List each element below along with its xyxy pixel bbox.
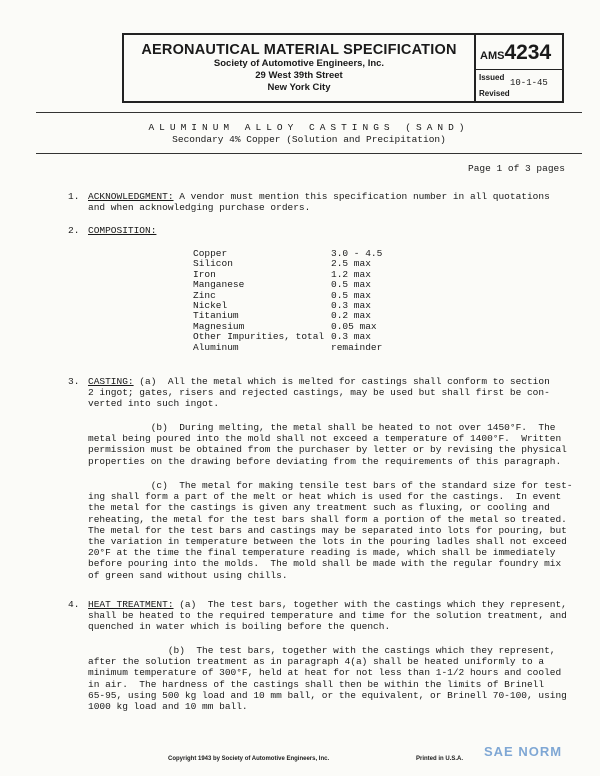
element-name: Zinc	[193, 289, 216, 301]
issued-date: 10-1-45	[510, 78, 548, 88]
spec-id-block	[476, 35, 562, 101]
section-body	[88, 191, 568, 213]
element-name: Magnesium	[193, 320, 245, 332]
page-number: Page 1 of 3 pages	[468, 163, 565, 174]
watermark-logo: SAE NORM	[484, 744, 563, 759]
issued-label: Issued	[479, 73, 505, 82]
section-number: 2.	[68, 225, 80, 236]
element-value: 0.5 max	[331, 279, 371, 291]
composition-table	[193, 249, 382, 353]
section-text: A vendor must mention this specification number in all quotations and when acknowledging purchase orders.	[88, 191, 550, 214]
element-name: Other Impurities, total	[193, 331, 325, 343]
header-org-block	[124, 35, 476, 101]
org-address: 29 West 39th Street	[255, 70, 343, 81]
document-subtitle: Secondary 4% Copper (Solution and Precipitation)	[172, 134, 446, 145]
element-value: 0.05 max	[331, 320, 377, 332]
section-body	[88, 376, 568, 410]
element-name: Manganese	[193, 279, 245, 291]
paragraph-a: (a) All the metal which is melted for castings shall conform to section 2 ingot; gates, risers and rejected castings, may be used but shall first be con- verted into such ingot.	[88, 376, 550, 410]
ams-number: 4234	[504, 41, 552, 64]
element-value: 0.3 max	[331, 300, 371, 312]
element-name: Nickel	[193, 300, 228, 312]
section-body	[88, 225, 568, 236]
paragraph-4b: (b) The test bars, together with the castings which they represent, after the solution treatment as in paragraph 4(a) shall be heated uniformly to a minimum temperature of 300°F, held at heat for not less than 1-1/2 hours and cooled in air. The hardness of the castings shall then be within the limits of Brinell 65-95, using 500 kg load and 10 mm ball, or the equivalent, or Brinell 70-100, using 1000 kg load and 10 mm ball.	[88, 645, 567, 713]
element-name: Iron	[193, 268, 216, 280]
element-name: Titanium	[193, 310, 239, 322]
element-value: 2.5 max	[331, 258, 371, 270]
document-title: ALUMINUM ALLOY CASTINGS (SAND)	[148, 122, 470, 133]
element-name: Copper	[193, 248, 228, 259]
paragraph-3c: (c) The metal for making tensile test bars of the standard size for test- ing shall form a part of the melt or heat which is used for the castings. In event the metal for the castings is given any treatment such as fluxing, or cooling and reheating, the metal for the test bars shall form a portion of the metal so treated. The metal for the test bars and castings may be separated into lots for pouring, but the variation in temperature between the lots in the pouring ladles shall not exceed 20°F at the time the final temperature reading is made, which shall be immediately before pouring into the molds. The mold shall be made with the regular foundry mix of green sand without using chills.	[88, 480, 573, 581]
section-heading: COMPOSITION:	[88, 225, 157, 236]
section-number: 3.	[68, 376, 80, 387]
element-value: 3.0 - 4.5	[331, 248, 383, 259]
spec-title: AERONAUTICAL MATERIAL SPECIFICATION	[141, 42, 457, 58]
ams-number-row	[480, 41, 562, 65]
paragraph-a: (a) The test bars, together with the castings which they represent, shall be heated to the required temperature and time for the solution treatment, and quenched in water which is boiling before the quench.	[88, 599, 567, 633]
element-name: Silicon	[193, 258, 233, 270]
section-number: 1.	[68, 191, 80, 202]
printed-notice: Printed in U.S.A.	[416, 756, 464, 762]
header-box	[122, 33, 564, 103]
paragraph-3b: (b) During melting, the metal shall be heated to not over 1450°F. The metal being poured into the mold shall not exceed a temperature of 1400°F. Written permission must be obtained from the purchaser by letter or by revising the physical properties on the drawing before deviating from the requirements of this paragraph.	[88, 422, 567, 467]
org-city: New York City	[267, 82, 331, 93]
section-body	[88, 599, 588, 633]
element-name: Aluminum	[193, 341, 239, 353]
copyright-notice: Copyright 1943 by Society of Automotive Engineers, Inc.	[168, 756, 330, 762]
section-heading: ACKNOWLEDGMENT:	[88, 191, 174, 202]
ams-prefix: AMS	[480, 50, 505, 62]
element-value: 1.2 max	[331, 268, 371, 280]
section-heading: CASTING:	[88, 376, 134, 387]
element-value: 0.2 max	[331, 310, 371, 322]
element-value: remainder	[331, 341, 383, 353]
divider	[476, 69, 562, 70]
document-title-box	[36, 112, 582, 154]
element-value: 0.5 max	[331, 289, 371, 301]
element-value: 0.3 max	[331, 331, 371, 343]
section-number: 4.	[68, 599, 80, 610]
section-heading: HEAT TREATMENT:	[88, 599, 174, 610]
revised-label: Revised	[479, 89, 510, 98]
org-name: Society of Automotive Engineers, Inc.	[213, 58, 385, 69]
table-row	[193, 343, 382, 353]
